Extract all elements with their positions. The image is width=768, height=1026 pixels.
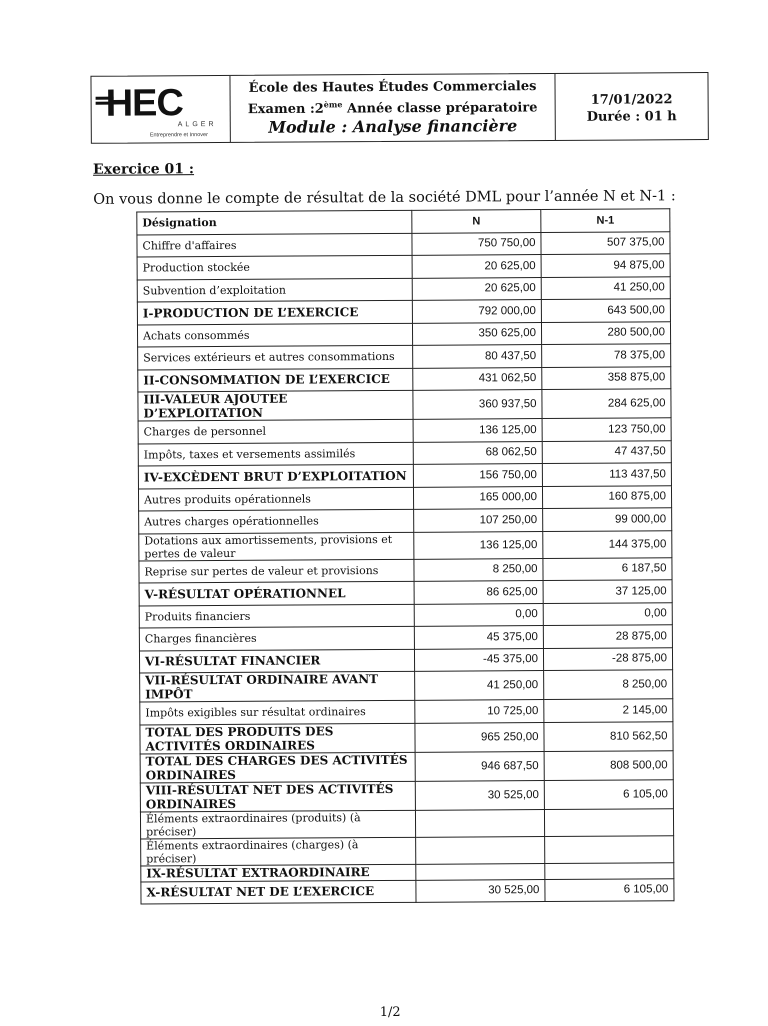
row-value-n1 [545,835,674,863]
row-label: VII-RÉSULTAT ORDINAIRE AVANT IMPÔT [140,671,415,702]
row-value-n1: 2 145,00 [544,699,673,722]
table-row [140,670,673,702]
row-value-n [416,836,545,864]
table-row [139,508,672,534]
row-label: II-CONSOMMATION DE L’EXERCICE [138,368,413,392]
row-value-n: 30 525,00 [416,879,545,902]
row-value-n1: 6 105,00 [545,878,674,901]
row-label: Autres charges opérationnelles [139,509,414,533]
exam-duration: Durée : 01 h [586,109,677,125]
table-row [139,602,672,628]
table-row [138,418,671,444]
row-value-n1: 123 750,00 [542,418,671,441]
school-name: École des Hautes Études Commerciales [248,79,537,96]
table-row [138,366,671,392]
row-value-n: 20 625,00 [412,277,541,300]
row-value-n1: 810 562,50 [544,721,673,751]
table-row [141,878,674,904]
row-value-n1: 358 875,00 [542,366,671,389]
exam-date: 17/01/2022 [590,92,673,108]
row-label: Dotations aux amortissements, provisions et pertes de valeur [139,532,414,561]
header-n: N [412,210,541,233]
table-row [139,557,672,583]
table-row [138,463,671,489]
row-label: Éléments extraordinaires (charges) (à préciser) [141,837,416,866]
row-value-n1: 6 105,00 [544,779,673,809]
table-row [139,647,672,673]
row-value-n: -45 375,00 [414,648,543,671]
row-value-n: 965 250,00 [415,722,544,752]
row-value-n1: 41 250,00 [541,276,670,299]
header-designation: Désignation [137,210,412,234]
row-value-n [415,809,544,837]
row-label: VIII-RÉSULTAT NET DES ACTIVITÉS ORDINAIRES [140,781,415,812]
table-row [138,440,671,466]
exam-suffix: Année classe préparatoire [342,100,538,117]
exam-line [231,95,555,118]
row-value-n1: 37 125,00 [543,580,672,603]
table-row [139,625,672,651]
row-label: IV-EXCÈDENT BRUT D’EXPLOITATION [138,464,413,488]
row-value-n1: 507 375,00 [541,231,670,254]
row-value-n: 750 750,00 [412,232,541,255]
row-label: Impôts, taxes et versements assimilés [138,442,413,466]
row-value-n: 8 250,00 [414,558,543,581]
logo-tagline: Entreprendre et Innover [149,132,208,139]
row-value-n: 792 000,00 [412,300,541,323]
table-row [140,779,673,811]
row-value-n: 41 250,00 [415,671,544,701]
row-value-n: 80 437,50 [413,345,542,368]
exercise-title: Exercice 01 : [92,161,195,178]
row-value-n [416,863,545,880]
row-value-n: 136 125,00 [414,531,543,559]
row-value-n1 [545,862,674,879]
row-label: Chiffre d'affaires [137,233,412,257]
row-value-n: 45 375,00 [414,626,543,649]
row-value-n: 107 250,00 [414,509,543,532]
row-value-n: 0,00 [414,603,543,626]
row-value-n1: 0,00 [543,602,672,625]
row-value-n1: -28 875,00 [543,647,672,670]
row-label: Services extérieurs et autres consommations [138,345,413,369]
row-value-n: 136 125,00 [413,419,542,442]
row-label: VI-RÉSULTAT FINANCIER [139,649,414,673]
table-row [138,344,671,370]
row-label: Charges financières [139,626,414,650]
row-value-n: 946 687,50 [415,751,544,781]
row-label: Achats consommés [137,323,412,347]
row-label: III-VALEUR AJOUTEE D’EXPLOITATION [138,390,413,421]
row-label: IX-RÉSULTAT EXTRAORDINAIRE [141,864,416,882]
table-row [137,321,670,347]
row-label: V-RÉSULTAT OPÉRATIONNEL [139,581,414,605]
exam-prefix: Examen :2 [247,101,324,118]
table-row [140,721,673,753]
page-number: 1/2 [379,1004,401,1021]
exercise-intro: On vous donne le compte de résultat de la société DML pour l’année N et N-1 : [93,188,676,208]
row-value-n: 68 062,50 [413,441,542,464]
row-label: Autres produits opérationnels [138,487,413,511]
table-row [140,750,673,782]
row-value-n1: 8 250,00 [544,670,673,700]
row-value-n1 [544,808,673,836]
table-row [140,699,673,725]
row-value-n1: 28 875,00 [543,625,672,648]
row-label: Charges de personnel [138,419,413,443]
logo-text: HEC [105,82,183,125]
module-title: Module : Analyse financière [268,116,518,138]
exam-sup: ème [323,99,343,110]
table-row [137,299,670,325]
header-title-block [230,74,555,142]
row-label: Éléments extraordinaires (produits) (à préciser) [140,810,415,839]
table-header-row [137,209,670,235]
row-label: Subvention d’exploitation [137,278,412,302]
row-value-n: 30 525,00 [415,780,544,810]
row-value-n1: 280 500,00 [541,321,670,344]
header-date-block [555,73,707,140]
row-label: X-RÉSULTAT NET DE L’EXERCICE [141,880,416,904]
exam-header [90,72,708,144]
row-value-n: 86 625,00 [414,581,543,604]
row-value-n: 431 062,50 [413,367,542,390]
row-value-n1: 6 187,50 [543,557,672,580]
table-row [137,254,670,280]
row-value-n1: 113 437,50 [542,463,671,486]
row-value-n1: 808 500,00 [544,750,673,780]
row-value-n: 360 937,50 [413,390,542,420]
table-row [141,835,674,865]
row-value-n: 350 625,00 [412,322,541,345]
row-value-n: 10 725,00 [415,700,544,723]
hec-logo [91,76,230,143]
row-value-n: 165 000,00 [413,486,542,509]
table-row [137,231,670,257]
table-row [138,389,671,421]
table-row [137,276,670,302]
table-row [138,485,671,511]
row-value-n1: 160 875,00 [542,485,671,508]
row-label: Produits financiers [139,604,414,628]
row-label: Impôts exigibles sur résultat ordinaires [140,700,415,724]
row-value-n1: 47 437,50 [542,440,671,463]
row-label: I-PRODUCTION DE L’EXERCICE [137,300,412,324]
row-value-n1: 94 875,00 [541,254,670,277]
row-value-n: 20 625,00 [412,255,541,278]
header-n1: N-1 [541,209,670,232]
table-row [139,530,672,560]
income-statement-table [136,208,674,904]
row-label: TOTAL DES CHARGES DES ACTIVITÉS ORDINAIRES [140,752,415,783]
row-value-n: 156 750,00 [413,464,542,487]
row-label: Production stockée [137,255,412,279]
table-row [140,808,673,838]
row-value-n1: 99 000,00 [543,508,672,531]
row-label: Reprise sur pertes de valeur et provisions [139,559,414,583]
table-row [139,580,672,606]
row-value-n1: 144 375,00 [543,530,672,558]
row-value-n1: 643 500,00 [541,299,670,322]
row-value-n1: 78 375,00 [542,344,671,367]
row-label: TOTAL DES PRODUITS DES ACTIVITÉS ORDINAIRES [140,723,415,754]
logo-city: ALGER [177,121,217,129]
row-value-n1: 284 625,00 [542,389,671,419]
